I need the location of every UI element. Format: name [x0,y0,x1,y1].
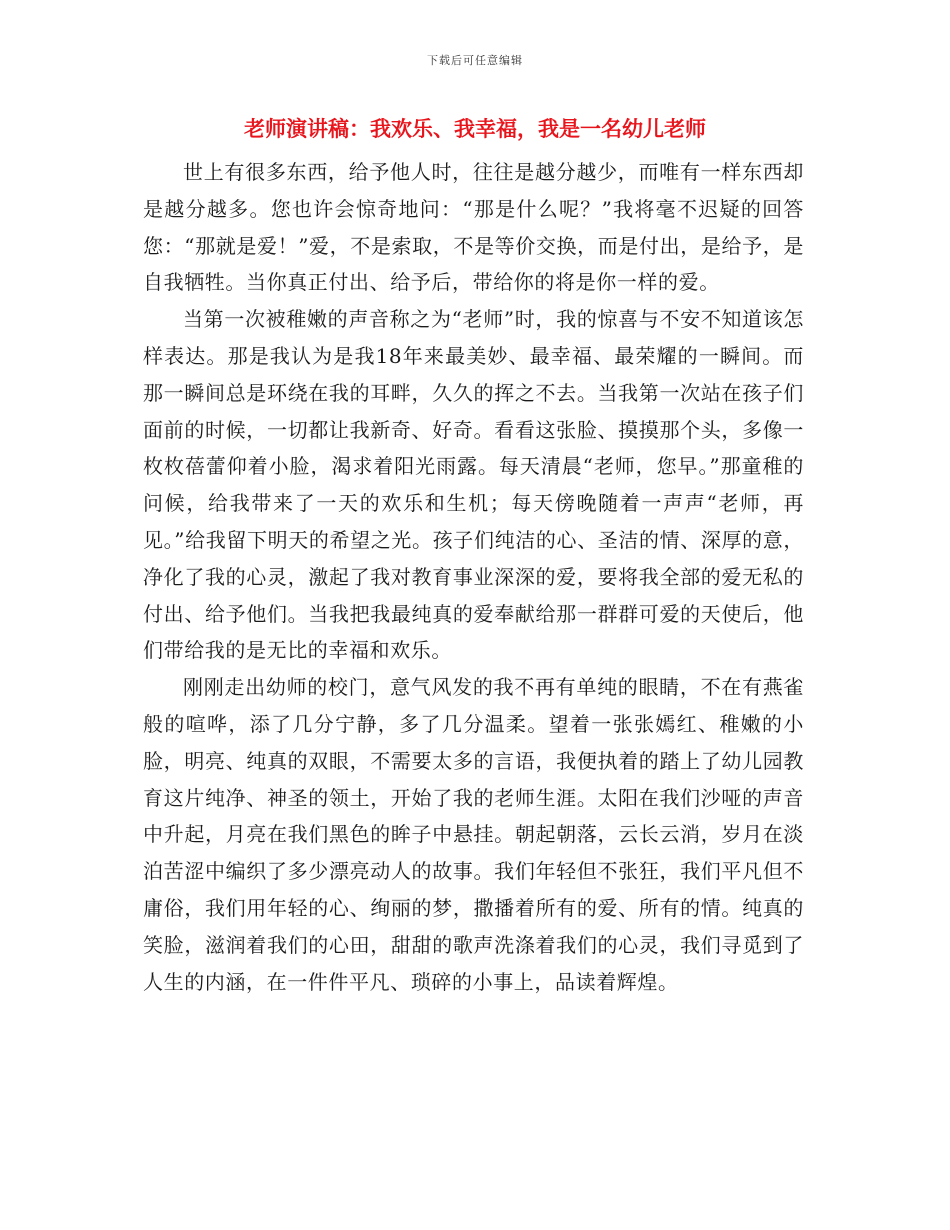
paragraph-3: 刚刚走出幼师的校门，意气风发的我不再有单纯的眼睛，不在有燕雀般的喧哗，添了几分宁静，多了几分温柔。望着一张张嫣红、稚嫩的小脸，明亮、纯真的双眼，不需要太多的言语，我便执着的踏上了幼儿园教育这片纯净、神圣的领土，开始了我的老师生涯。太阳在我们沙哑的声音中升起，月亮在我们黑色的眸子中悬挂。朝起朝落，云长云消，岁月在淡泊苦涩中编织了多少漂亮动人的故事。我们年轻但不张狂，我们平凡但不庸俗，我们用年轻的心、绚丽的梦，撒播着所有的爱、所有的情。纯真的笑脸，滋润着我们的心田，甜甜的歌声洗涤着我们的心灵，我们寻觅到了人生的内涵，在一件件平凡、琐碎的小事上，品读着辉煌。 [143,675,804,994]
paragraph-1: 世上有很多东西，给予他人时，往往是越分越少，而唯有一样东西却是越分越多。您也许会惊奇地问：“那是什么呢？”我将毫不迟疑的回答您：“那就是爱！”爱，不是索取，不是等价交换，而是付出，是给予，是自我牺牲。当你真正付出、给予后，带给你的将是你一样的爱。 [143,160,804,295]
document-body [143,154,804,1000]
document-title: 老师演讲稿：我欢乐、我幸福，我是一名幼儿老师 [244,117,706,141]
paragraph-2: 当第一次被稚嫩的声音称之为“老师”时，我的惊喜与不安不知道该怎样表达。那是我认为是我18年来最美妙、最幸福、最荣耀的一瞬间。而那一瞬间总是环绕在我的耳畔，久久的挥之不去。当我第一次站在孩子们面前的时候，一切都让我新奇、好奇。看看这张脸、摸摸那个头，多像一枚枚蓓蕾仰着小脸，渴求着阳光雨露。每天清晨“老师，您早。”那童稚的问候，给我带来了一天的欢乐和生机；每天傍晚随着一声声“老师，再见。”给我留下明天的希望之光。孩子们纯洁的心、圣洁的情、深厚的意，净化了我的心灵，激起了我对教育事业深深的爱，要将我全部的爱无私的付出、给予他们。当我把我最纯真的爱奉献给那一群群可爱的天使后，他们带给我的是无比的幸福和欢乐。 [143,307,804,663]
page-header-note: 下载后可任意编辑 [427,54,523,67]
